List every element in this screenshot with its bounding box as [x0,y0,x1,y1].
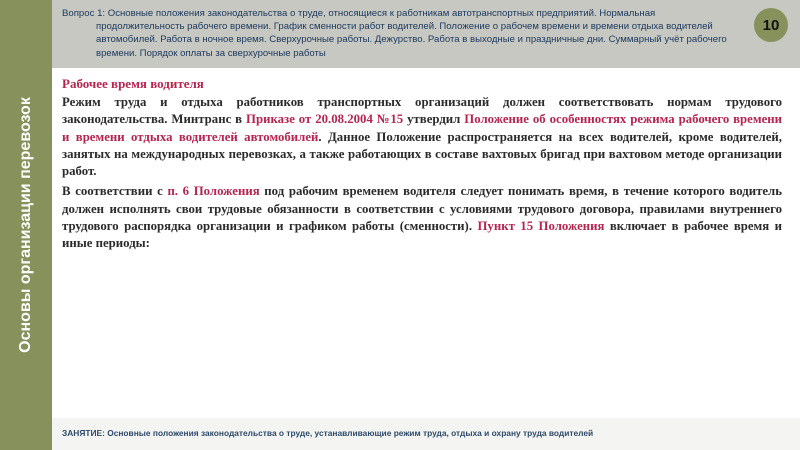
order-link[interactable]: Приказе от 20.08.2004 №15 [246,112,404,127]
slide-number-badge: 10 [754,8,788,42]
section-heading: Рабочее время водителя [62,76,204,91]
paragraph-1-text-a: Режим труда и отдыха работников транспортных организаций должен соответствовать нормам трудового законодательства. Минтранс в [62,95,782,127]
sidebar-title: Основы организации перевозок [17,97,34,353]
paragraph-1-text-b: утвердил [403,112,465,127]
paragraph-1 [62,94,782,180]
question-title-rest: продолжительность рабочего времени. График сменности работ водителей. Положение о рабочем времени и времени отдыха водителей автомобилей. Работа в ночное время. Сверхурочные работы. Дежурство. Работа в выходные и праздничные дни. Суммарный учёт рабочего времени. Порядок оплаты за сверхурочные работы [96,21,727,59]
paragraph-2-text-c: включает в рабочее время и иные периоды: [62,219,782,251]
question-title-first-line: Вопрос 1: Основные положения законодательства о труде, относящиеся к работникам автотранспортных предприятий. Нормальная [62,8,656,19]
clause-6-link[interactable]: п. 6 Положения [167,184,260,199]
question-title [62,7,730,60]
clause-15-link[interactable]: Пункт 15 Положения [477,219,605,234]
paragraph-2-text-b: под рабочим временем водителя следует понимать время, в течение которого водитель должен исполнять свои трудовые обязанности в соответствии с условиями трудового договора, правилами внутреннего трудового распорядка организации и графиком работы (сменности). [62,184,782,234]
paragraph-2-text-a: В соответствии с [62,184,168,199]
regulation-link[interactable]: Положение об особенностях режима рабочего времени и времени отдыха водителей автомобилей [62,112,782,144]
paragraph-2 [62,183,782,252]
paragraph-1-text-c: . Данное Положение распространяется на всех водителей, кроме водителей, занятых на международных перевозках, а также работающих в составе вахтовых бригад при вахтовом методе организации работ. [62,129,782,179]
main-content [62,75,782,256]
footer-lesson-title: ЗАНЯТИЕ: Основные положения законодательства о труде, устанавливающие режим труда, отдыха и охрану труда водителей [62,428,594,438]
sidebar [0,0,52,450]
